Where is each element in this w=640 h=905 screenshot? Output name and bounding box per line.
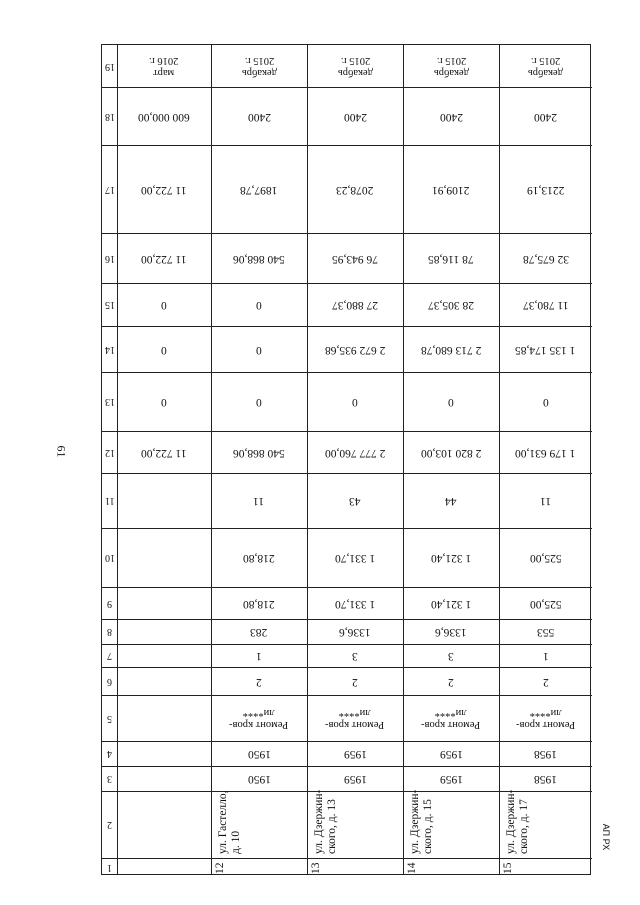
cell-value: 1336,6 [339,626,371,638]
cell-value: 283 [250,626,268,638]
cell-value: 2 [352,675,358,688]
cell-value: 1 321,40 [430,552,472,564]
column-number: 10 [104,552,115,563]
cell-value: 218,80 [243,552,275,564]
cell-value: 1336,6 [435,626,467,638]
cell-value: 78 116,85 [428,252,474,265]
cell-value: 0 [161,343,167,356]
cell-value: 540 868,06 [233,446,285,459]
row-divider [102,858,592,859]
row-divider [102,528,592,529]
column-number: 13 [104,396,115,407]
column-number: 4 [107,748,112,759]
cell-value: Ремонт кров- ли**** [421,707,481,730]
row-divider [102,587,592,588]
cell-value: 11 [253,495,265,507]
cell-value: 1959 [343,773,367,785]
cell-value: 1950 [247,773,271,785]
cell-value: 2078,23 [336,183,374,196]
cell-value: 3 [448,650,454,662]
cell-value: 0 [161,396,167,408]
cell-value: 2 713 680,78 [420,343,482,356]
cell-value: декабрь 2015 г. [337,55,373,78]
row-divider [102,667,592,668]
cell-value: 2 [448,675,454,688]
row-divider [102,431,592,432]
column-number: 7 [107,650,112,661]
cell-value: 2 [542,675,549,688]
cell-value: декабрь 2015 г. [433,55,469,78]
cell-value: 1950 [247,748,271,760]
address-text: ул. Дзержин- ского, д. 13 [313,789,338,854]
cell-value: 2 777 760,00 [324,446,386,459]
cell-value: 76 943,95 [332,252,378,265]
column-number: 1 [107,861,112,873]
column-number: 9 [107,597,112,609]
cell-value: 3 [352,650,358,662]
cell-value: 1 135 174,85 [515,343,576,356]
column-divider [211,45,212,874]
cell-value: 2109,91 [432,183,470,196]
row-divider [102,87,592,88]
cell-value: 32 675,78 [522,252,569,265]
column-number: 16 [104,252,115,264]
row-number: 15 [502,862,514,874]
column-number: 11 [104,495,115,506]
cell-value: 1 179 631,00 [515,446,576,459]
cell-value: Ремонт кров- ли**** [325,707,385,730]
cell-value: 1959 [343,748,367,760]
row-number: 12 [214,862,226,874]
cell-value: 2400 [439,110,463,123]
footer-code: АП РХ [601,823,612,851]
cell-value: 2213,19 [526,183,565,196]
cell-value: 0 [352,396,358,408]
cell-value: 0 [542,396,549,408]
column-number: 8 [107,626,112,637]
cell-value: 11 [539,495,552,507]
column-number: 3 [107,773,112,784]
data-table [101,44,591,875]
row-divider [102,145,592,146]
row-divider [102,741,592,742]
cell-value: 1 331,70 [334,597,376,610]
cell-value: 1 331,70 [334,552,376,564]
cell-value: 1959 [439,773,463,785]
cell-value: 1 321,40 [430,597,472,610]
cell-value: 2400 [247,110,271,123]
cell-value: 44 [445,495,457,507]
column-number: 12 [104,446,115,458]
cell-value: 0 [448,396,454,408]
row-divider [102,283,592,284]
column-number: 15 [104,299,115,310]
column-number: 5 [107,712,112,724]
cell-value: Ремонт кров- ли**** [229,707,289,730]
cell-value: 27 880,37 [332,299,378,311]
address-text: ул. Гастелло, д. 10 [217,790,242,854]
cell-value: 2400 [343,110,367,123]
row-divider [102,233,592,234]
cell-value: 1897,78 [240,183,278,196]
row-divider [102,644,592,645]
cell-value: декабрь 2015 г. [528,55,563,78]
row-number: 13 [310,862,322,874]
cell-value: 218,80 [243,597,275,610]
cell-value: 600 000,00 [138,110,190,123]
cell-value: 2 672 935,68 [324,343,386,356]
cell-value: март 2016 г. [149,55,179,78]
cell-value: декабрь 2015 г. [241,55,277,78]
cell-value: 11 722,00 [141,446,187,459]
row-divider [102,326,592,327]
cell-value: 2400 [534,110,557,123]
cell-value: 1 [542,650,549,662]
cell-value: Ремонт кров- ли**** [515,707,576,730]
cell-value: 11 722,00 [141,183,187,196]
row-divider [102,766,592,767]
column-divider [307,45,308,874]
row-divider [102,372,592,373]
column-divider [499,45,500,874]
cell-value: 0 [161,299,167,311]
cell-value: 1958 [534,748,557,760]
cell-value: 11 722,00 [141,252,187,265]
column-number: 2 [107,819,112,830]
column-divider [117,45,118,874]
cell-value: 28 305,37 [428,299,474,311]
cell-value: 0 [256,299,262,311]
column-number: 6 [107,675,112,687]
column-number: 19 [104,60,115,72]
address-text: ул. Дзержин- ского, д. 17 [505,789,530,854]
cell-value: 525,00 [529,552,562,564]
row-number: 14 [406,862,418,874]
row-divider [102,695,592,696]
cell-value: 1 [256,650,262,662]
cell-value: 553 [536,626,555,638]
cell-value: 1959 [439,748,463,760]
row-divider [102,473,592,474]
page-number: 61 [54,445,69,458]
cell-value: 1958 [534,773,557,785]
cell-value: 0 [256,343,262,356]
cell-value: 525,00 [529,597,562,610]
cell-value: 2 820 103,00 [420,446,482,459]
cell-value: 2 [256,675,262,688]
column-number: 18 [104,110,115,122]
cell-value: 11 780,37 [522,299,569,311]
column-divider [403,45,404,874]
address-text: ул. Дзержин- ского, д. 15 [409,789,434,854]
cell-value: 43 [349,495,361,507]
row-divider [102,619,592,620]
column-number: 14 [104,343,115,355]
column-number: 17 [104,183,115,195]
cell-value: 540 868,06 [233,252,285,265]
cell-value: 0 [256,396,262,408]
